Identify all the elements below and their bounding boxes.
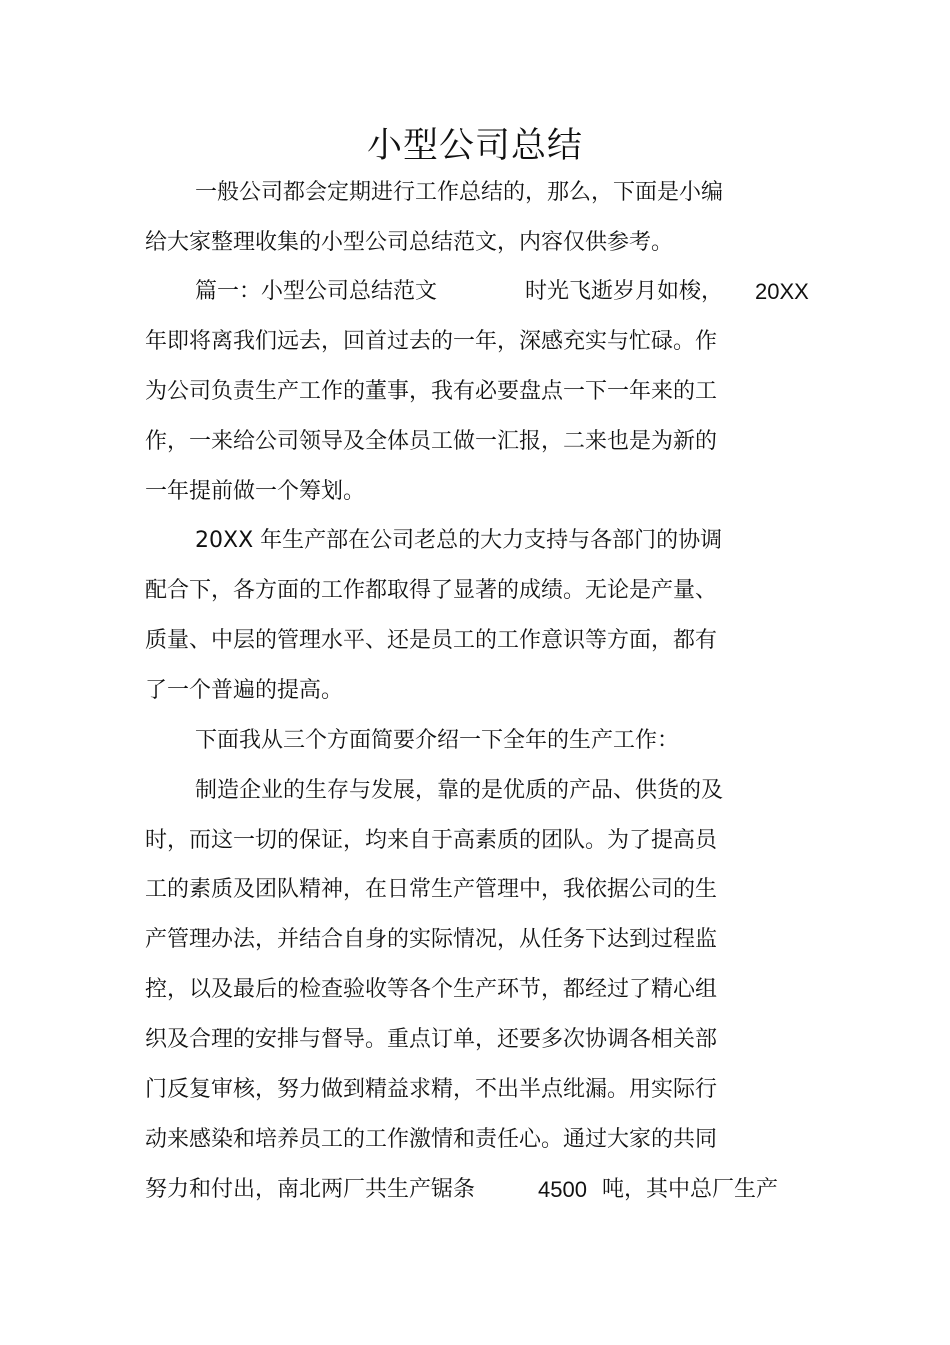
paragraph-line: 一年提前做一个筹划。 <box>145 479 366 504</box>
paragraph-line: 年即将离我们远去，回首过去的一年，深感充实与忙碌。作 <box>145 329 718 354</box>
paragraph-line: 为公司负责生产工作的董事，我有必要盘点一下一年来的工 <box>145 379 718 404</box>
paragraph-line: 作，一来给公司领导及全体员工做一汇报，二来也是为新的 <box>145 429 718 454</box>
paragraph-line: 产管理办法，并结合自身的实际情况，从任务下达到过程监 <box>145 927 718 952</box>
paragraph-line: 了一个普遍的提高。 <box>145 678 344 703</box>
year-text: 20XX <box>755 279 809 304</box>
paragraph-line: 动来感染和培养员工的工作激情和责任心。通过大家的共同 <box>145 1127 718 1152</box>
paragraph-line: 吨，其中总厂生产 <box>602 1177 779 1202</box>
paragraph-line: 质量、中层的管理水平、还是员工的工作意识等方面，都有 <box>145 628 718 653</box>
paragraph-line: 工的素质及团队精神，在日常生产管理中，我依据公司的生 <box>145 877 718 902</box>
paragraph-line: 一般公司都会定期进行工作总结的，那么，下面是小编 <box>195 180 724 205</box>
paragraph-line: 篇一：小型公司总结范文 <box>195 279 438 304</box>
paragraph-line: 时光飞逝岁月如梭， <box>525 279 724 304</box>
paragraph-line: 制造企业的生存与发展，靠的是优质的产品、供货的及 <box>195 778 724 803</box>
paragraph-line: 下面我从三个方面简要介绍一下全年的生产工作： <box>195 728 680 753</box>
paragraph-line: 门反复审核，努力做到精益求精，不出半点纰漏。用实际行 <box>145 1077 718 1102</box>
paragraph-line: 配合下，各方面的工作都取得了显著的成绩。无论是产量、 <box>145 578 718 603</box>
paragraph-line: 织及合理的安排与督导。重点订单，还要多次协调各相关部 <box>145 1027 718 1052</box>
document-title: 小型公司总结 <box>366 126 583 166</box>
paragraph-line: 控，以及最后的检查验收等各个生产环节，都经过了精心组 <box>145 977 718 1002</box>
paragraph-line: 20XX 年生产部在公司老总的大力支持与各部门的协调 <box>195 528 723 553</box>
quantity-text: 4500 <box>538 1177 587 1202</box>
paragraph-line: 努力和付出，南北两厂共生产锯条 <box>145 1177 476 1202</box>
paragraph-line: 给大家整理收集的小型公司总结范文，内容仅供参考。 <box>145 230 674 255</box>
paragraph-line: 时，而这一切的保证，均来自于高素质的团队。为了提高员 <box>145 828 718 853</box>
